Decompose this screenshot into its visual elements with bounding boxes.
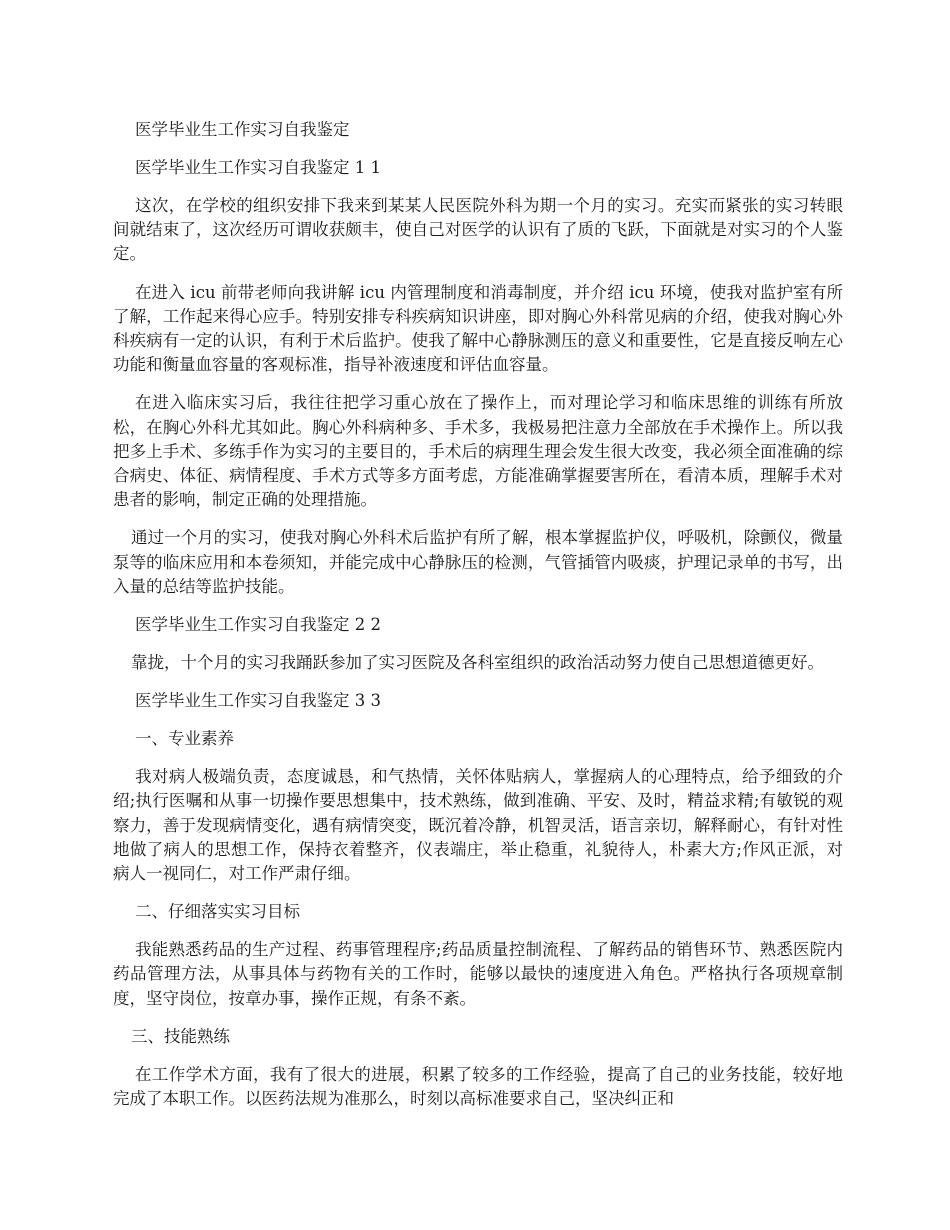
section-heading-3: 三、技能熟练: [131, 1026, 230, 1046]
paragraph-2: 在进入 icu 前带老师向我讲解 icu 内管理制度和消毒制度，并介绍 icu 环境，使我对监护室有所了解，工作起来得心应手。特别安排专科疾病知识讲座，即对胸心外科常见病的介绍，使我对胸心外科疾病有一定的认识，有利于术后监护。使我了解中心静脉测压的意义和重要性，它是直接反响左心功能和衡量血容量的客观标准，指导补液速度和评估血容量。: [113, 282, 843, 375]
heading-1: 医学毕业生工作实习自我鉴定 1 1: [135, 158, 381, 177]
paragraph-4: 通过一个月的实习，使我对胸心外科术后监护有所了解，根本掌握监护仪，呼吸机，除颤仪，微量泵等的临床应用和本卷须知，并能完成中心静脉压的检测，气管插管内吸痰，护理记录单的书写，出入量的总结等监护技能。: [113, 528, 843, 596]
document-title: 医学毕业生工作实习自我鉴定: [135, 120, 350, 139]
paragraph-7: 我能熟悉药品的生产过程、药事管理程序;药品质量控制流程、了解药品的销售环节、熟悉医院内药品管理方法，从事具体与药物有关的工作时，能够以最快的速度进入角色。严格执行各项规章制度，坚守岗位，按章办事，操作正规，有条不紊。: [113, 940, 843, 1008]
heading-3: 医学毕业生工作实习自我鉴定 3 3: [135, 691, 381, 711]
section-heading-2: 二、仔细落实实习目标: [135, 902, 300, 922]
paragraph-6: 我对病人极端负责，态度诚恳，和气热情，关怀体贴病人，掌握病人的心理特点，给予细致的介绍;执行医嘱和从事一切操作要思想集中，技术熟练，做到准确、平安、及时，精益求精;有敏锐的观察力，善于发现病情变化，遇有病情突变，既沉着冷静，机智灵活，语言亲切，解释耐心，有针对性地做了病人的思想工作，保持衣着整齐，仪表端庄，举止稳重，礼貌待人，朴素大方;作风正派，对病人一视同仁，对工作严肃仔细。: [113, 767, 843, 884]
document-page: [113, 118, 843, 1125]
paragraph-5: 靠拢，十个月的实习我踊跃参加了实习医院及各科室组织的政治活动努力使自己思想道德更好。: [131, 653, 824, 673]
paragraph-1: 这次，在学校的组织安排下我来到某某人民医院外科为期一个月的实习。充实而紧张的实习转眼间就结束了，这次经历可谓收获颇丰，使自己对医学的认识有了质的飞跃，下面就是对实习的个人鉴定。: [113, 196, 843, 264]
heading-2: 医学毕业生工作实习自我鉴定 2 2: [135, 615, 381, 635]
paragraph-3: 在进入临床实习后，我往往把学习重心放在了操作上，而对理论学习和临床思维的训练有所放松，在胸心外科尤其如此。胸心外科病种多、手术多，我极易把注意力全部放在手术操作上。所以我把多上手术、多练手作为实习的主要目的，手术后的病理生理会发生很大改变，我必须全面准确的综合病史、体征、病情程度、手术方式等多方面考虑，方能准确掌握要害所在，看清本质，理解手术对患者的影响，制定正确的处理措施。: [113, 393, 843, 510]
paragraph-8: 在工作学术方面，我有了很大的进展，积累了较多的工作经验，提高了自己的业务技能，较好地完成了本职工作。以医药法规为准那么，时刻以高标准要求自己，坚决纠正和: [113, 1064, 843, 1109]
section-heading-1: 一、专业素养: [135, 729, 234, 749]
